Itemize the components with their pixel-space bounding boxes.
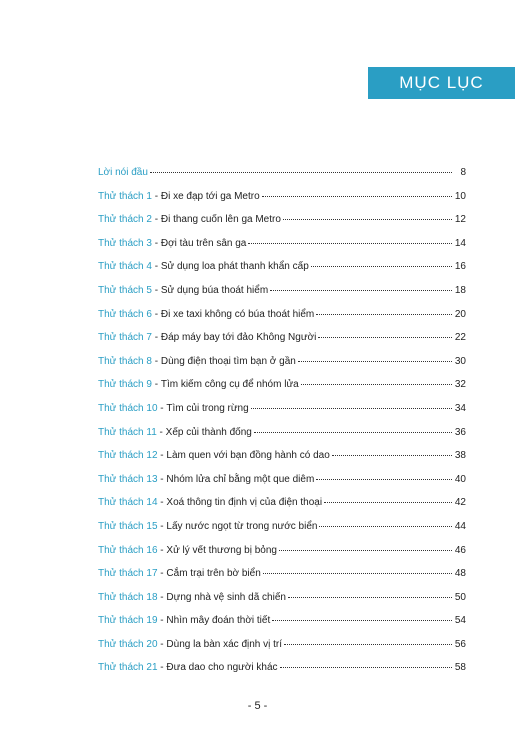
toc-separator: - bbox=[157, 473, 167, 485]
toc-separator: - bbox=[156, 426, 166, 438]
toc-page-number: 36 bbox=[454, 426, 466, 438]
toc-entry bbox=[98, 615, 466, 639]
table-of-contents bbox=[98, 167, 466, 686]
toc-entry-title: Xếp củi thành đống bbox=[165, 426, 252, 438]
toc-separator: - bbox=[151, 355, 161, 367]
toc-chapter-label: Thử thách 12 bbox=[98, 450, 158, 462]
toc-entry bbox=[98, 497, 466, 521]
toc-entry bbox=[98, 238, 466, 262]
toc-entry-title: Xử lý vết thương bị bỏng bbox=[166, 544, 277, 556]
toc-entry bbox=[98, 332, 466, 356]
toc-page-number: 44 bbox=[454, 520, 466, 532]
toc-entry bbox=[98, 214, 466, 238]
toc-page-number: 38 bbox=[454, 450, 466, 462]
toc-page-number: 46 bbox=[454, 544, 466, 556]
toc-chapter-label: Lời nói đầu bbox=[98, 167, 148, 178]
dot-leader bbox=[316, 314, 452, 315]
toc-separator: - bbox=[151, 214, 161, 226]
toc-entry-title: Dựng nhà vệ sinh dã chiến bbox=[166, 591, 286, 603]
dot-leader bbox=[319, 526, 452, 527]
toc-separator: - bbox=[151, 237, 161, 249]
toc-entry-title: Đi xe taxi không có búa thoát hiểm bbox=[160, 308, 315, 320]
toc-separator: - bbox=[151, 332, 161, 344]
toc-separator: - bbox=[157, 591, 167, 603]
toc-entry bbox=[98, 285, 466, 309]
dot-leader bbox=[251, 408, 452, 409]
toc-chapter-label: Thử thách 13 bbox=[98, 473, 158, 485]
toc-page-number: 34 bbox=[454, 402, 466, 414]
toc-entry bbox=[98, 403, 466, 427]
toc-page-number: 14 bbox=[454, 237, 466, 249]
dot-leader bbox=[301, 384, 452, 385]
dot-leader bbox=[283, 219, 452, 220]
toc-chapter-label: Thử thách 5 bbox=[98, 284, 152, 296]
toc-chapter-label: Thử thách 17 bbox=[98, 568, 158, 580]
toc-separator: - bbox=[151, 379, 161, 391]
toc-entry-title: Sử dụng loa phát thanh khẩn cấp bbox=[160, 261, 309, 273]
toc-page-number: 16 bbox=[454, 261, 466, 273]
dot-leader bbox=[254, 432, 452, 433]
toc-entry-title: Lấy nước ngọt từ trong nước biển bbox=[166, 520, 318, 532]
toc-page-number: 32 bbox=[454, 379, 466, 391]
toc-chapter-label: Thử thách 1 bbox=[98, 190, 152, 202]
dot-leader bbox=[280, 667, 452, 668]
toc-entry-title: Đi xe đạp tới ga Metro bbox=[160, 190, 260, 202]
toc-entry bbox=[98, 639, 466, 663]
toc-entry bbox=[98, 356, 466, 380]
toc-entry bbox=[98, 191, 466, 215]
toc-entry-title: Đáp máy bay tới đảo Không Người bbox=[160, 332, 317, 344]
toc-entry bbox=[98, 167, 466, 191]
toc-page-number: 10 bbox=[454, 190, 466, 202]
toc-entry-title: Cắm trại trên bờ biển bbox=[166, 568, 261, 580]
toc-chapter-label: Thử thách 2 bbox=[98, 214, 152, 226]
toc-entry-title: Nhóm lửa chỉ bằng một que diêm bbox=[166, 473, 315, 485]
page-number: - 5 - bbox=[247, 700, 268, 712]
dot-leader bbox=[284, 644, 452, 645]
toc-separator: - bbox=[157, 497, 167, 509]
dot-leader bbox=[270, 290, 452, 291]
toc-entry-title: Dùng điện thoại tìm bạn ở gần bbox=[160, 355, 296, 367]
toc-entry bbox=[98, 592, 466, 616]
toc-entry-title: Xoá thông tin định vị của điện thoại bbox=[166, 497, 323, 509]
toc-chapter-label: Thử thách 19 bbox=[98, 615, 158, 627]
toc-chapter-label: Thử thách 3 bbox=[98, 237, 152, 249]
toc-entry-title: Tìm củi trong rừng bbox=[166, 402, 249, 414]
toc-chapter-label: Thử thách 4 bbox=[98, 261, 152, 273]
toc-entry-title: Dùng la bàn xác định vị trí bbox=[166, 638, 283, 650]
toc-chapter-label: Thử thách 20 bbox=[98, 638, 158, 650]
dot-leader bbox=[332, 455, 452, 456]
toc-page-number: 8 bbox=[460, 167, 466, 178]
dot-leader bbox=[288, 597, 452, 598]
toc-separator: - bbox=[157, 662, 167, 674]
toc-page-number: 30 bbox=[454, 355, 466, 367]
toc-page-number: 50 bbox=[454, 591, 466, 603]
toc-separator: - bbox=[151, 308, 161, 320]
toc-page-number: 22 bbox=[454, 332, 466, 344]
toc-entry-title: Nhìn mây đoán thời tiết bbox=[166, 615, 271, 627]
toc-chapter-label: Thử thách 21 bbox=[98, 662, 158, 674]
toc-chapter-label: Thử thách 9 bbox=[98, 379, 152, 391]
dot-leader bbox=[316, 479, 452, 480]
toc-separator: - bbox=[157, 402, 167, 414]
toc-entry bbox=[98, 662, 466, 686]
toc-entry bbox=[98, 450, 466, 474]
toc-separator: - bbox=[151, 261, 161, 273]
toc-chapter-label: Thử thách 16 bbox=[98, 544, 158, 556]
page-title: MỤC LỤC bbox=[368, 67, 515, 99]
toc-separator: - bbox=[157, 450, 167, 462]
dot-leader bbox=[279, 550, 452, 551]
toc-chapter-label: Thử thách 10 bbox=[98, 402, 158, 414]
dot-leader bbox=[311, 266, 452, 267]
dot-leader bbox=[248, 243, 452, 244]
toc-page-number: 54 bbox=[454, 615, 466, 627]
dot-leader bbox=[324, 502, 452, 503]
toc-entry bbox=[98, 568, 466, 592]
dot-leader bbox=[262, 196, 452, 197]
toc-separator: - bbox=[157, 615, 167, 627]
toc-page-number: 40 bbox=[454, 473, 466, 485]
dot-leader bbox=[272, 620, 452, 621]
toc-separator: - bbox=[157, 568, 167, 580]
dot-leader bbox=[150, 172, 452, 173]
toc-page-number: 42 bbox=[454, 497, 466, 509]
toc-entry-title: Tìm kiếm công cụ để nhóm lửa bbox=[160, 379, 299, 391]
toc-chapter-label: Thử thách 15 bbox=[98, 520, 158, 532]
toc-separator: - bbox=[157, 520, 167, 532]
toc-separator: - bbox=[157, 544, 167, 556]
toc-entry bbox=[98, 474, 466, 498]
toc-page-number: 12 bbox=[454, 214, 466, 226]
toc-entry-title: Làm quen với bạn đồng hành có dao bbox=[166, 450, 330, 462]
toc-page-number: 18 bbox=[454, 284, 466, 296]
toc-separator: - bbox=[151, 190, 161, 202]
toc-entry bbox=[98, 521, 466, 545]
toc-entry bbox=[98, 261, 466, 285]
toc-chapter-label: Thử thách 8 bbox=[98, 355, 152, 367]
toc-entry bbox=[98, 545, 466, 569]
toc-page-number: 58 bbox=[454, 662, 466, 674]
toc-entry-title: Đi thang cuốn lên ga Metro bbox=[160, 214, 281, 226]
toc-separator: - bbox=[157, 638, 167, 650]
toc-page-number: 56 bbox=[454, 638, 466, 650]
toc-entry bbox=[98, 309, 466, 333]
toc-page-number: 20 bbox=[454, 308, 466, 320]
toc-chapter-label: Thử thách 18 bbox=[98, 591, 158, 603]
toc-chapter-label: Thử thách 11 bbox=[98, 426, 157, 438]
toc-page-number: 48 bbox=[454, 568, 466, 580]
toc-chapter-label: Thử thách 14 bbox=[98, 497, 158, 509]
toc-entry bbox=[98, 427, 466, 451]
toc-entry-title: Sử dụng búa thoát hiểm bbox=[160, 284, 269, 296]
dot-leader bbox=[298, 361, 452, 362]
toc-separator: - bbox=[151, 284, 161, 296]
toc-entry-title: Đưa dao cho người khác bbox=[166, 662, 278, 674]
dot-leader bbox=[318, 337, 452, 338]
dot-leader bbox=[263, 573, 452, 574]
toc-entry-title: Đợi tàu trên sân ga bbox=[160, 237, 247, 249]
toc-chapter-label: Thử thách 6 bbox=[98, 308, 152, 320]
toc-chapter-label: Thử thách 7 bbox=[98, 332, 152, 344]
toc-entry bbox=[98, 379, 466, 403]
